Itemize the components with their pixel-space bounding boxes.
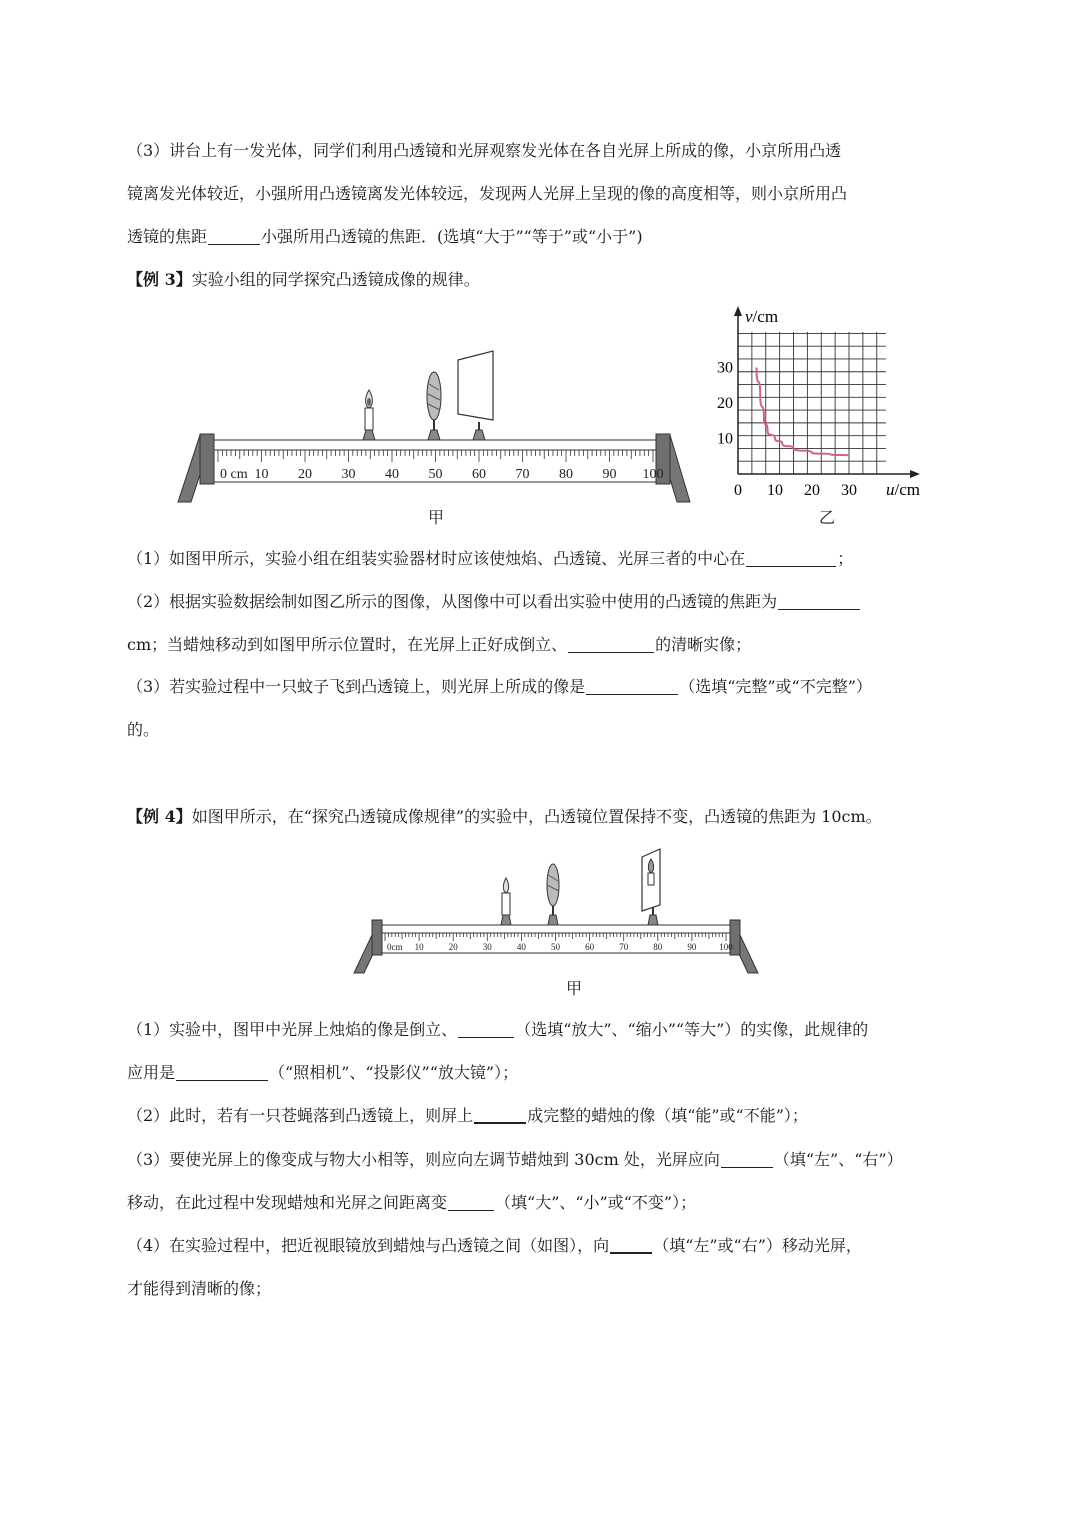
ex3-q2-text-b: cm；当蜡烛移动到如图甲所示位置时，在光屏上正好成倒立、	[127, 635, 568, 654]
chart-y-axis-label: v/cm	[745, 307, 779, 326]
q2-3-line2: 镜离发光体较近，小强所用凸透镜离发光体较远，发现两人光屏上呈现的像的高度相等，则小京所用凸	[127, 184, 848, 203]
q2-3-text-b: 小强所用凸透镜的焦距．(选填“大于”“等于”或“小于”)	[261, 227, 643, 246]
ex4-q1-text-b: （选填“放大”、“缩小”“等大”）的实像，此规律的	[515, 1020, 869, 1039]
bench-tick-label: 100	[642, 467, 664, 482]
ex3-q3-line2: 的。	[127, 720, 160, 739]
ex3-q3-text-b: （选填“完整”或“不完整”）	[679, 677, 872, 696]
answer-blank[interactable]	[568, 634, 654, 653]
bench-tick-label: 90	[602, 467, 617, 482]
ex3-q1	[127, 545, 987, 573]
x-tick-label: 10	[767, 482, 783, 499]
bench-tick-label: 50	[551, 942, 560, 952]
bench-tick-label: 40	[385, 467, 399, 482]
light-screen	[458, 351, 493, 440]
y-tick-label: 10	[717, 430, 733, 448]
bench-tick-label: 80	[653, 942, 663, 952]
candle	[363, 390, 375, 440]
q2-3-line3	[127, 223, 987, 251]
example-4-heading	[127, 803, 987, 831]
ex4-q2	[127, 1102, 987, 1130]
x-tick-label: 30	[841, 482, 857, 499]
ex3-q2-line2	[127, 631, 987, 659]
ex3-vu-chart	[700, 300, 940, 505]
ex4-q1-line2	[127, 1059, 987, 1087]
bench-tick-label: 0 cm	[220, 467, 248, 482]
ex4-q4-line1	[127, 1232, 987, 1260]
example-4-label: 【例 4】	[127, 807, 192, 826]
bench-tick-label: 60	[585, 942, 595, 952]
ex4-optical-bench-figure	[352, 845, 772, 980]
ex3-q2-line1	[127, 588, 987, 616]
ex3-q1-text-b: ；	[837, 549, 854, 568]
ex4-q3-text-d: （填“大”、“小”或“不变”）；	[495, 1193, 697, 1212]
q2-3-text-a: 透镜的焦距	[127, 227, 208, 246]
answer-blank[interactable]	[778, 591, 860, 610]
bench-tick-label: 20	[298, 467, 312, 482]
ex4-q3-text-b: （填“左”、“右”）	[773, 1150, 903, 1169]
chart-x-axis-label: u/cm	[886, 480, 920, 499]
bench-tick-label: 40	[516, 942, 526, 952]
bench-tick-label: 30	[341, 467, 356, 482]
x-tick-label: 0	[734, 482, 742, 499]
ex4-q3-text-c: 移动，在此过程中发现蜡烛和光屏之间距离变	[127, 1193, 448, 1212]
ex3-q3-line1	[127, 673, 987, 701]
ex4-q1-text-a: （1）实验中，图甲中光屏上烛焰的像是倒立、	[127, 1020, 458, 1039]
q2-3-line1: （3）讲台上有一发光体，同学们利用凸透镜和光屏观察发光体在各自光屏上所成的像，小京所用凸透	[127, 141, 842, 160]
ex4-fig-caption: 甲	[566, 979, 583, 998]
ex4-q4-text-b: （填“左”或“右”）移动光屏，	[653, 1236, 862, 1255]
ex4-q3-line1	[127, 1146, 987, 1174]
ex3-optical-bench-figure	[175, 340, 695, 510]
bench-tick-label: 10	[254, 467, 269, 482]
y-axis-arrow	[734, 306, 742, 316]
bench-tick-label: 50	[428, 467, 443, 482]
chart-axes	[734, 306, 920, 478]
bench-tick-label: 0cm	[387, 942, 403, 952]
ex3-q1-text-a: （1）如图甲所示，实验小组在组装实验器材时应该使烛焰、凸透镜、光屏三者的中心在	[127, 549, 746, 568]
ex4-q4-line2: 才能得到清晰的像；	[127, 1279, 272, 1298]
ex4-q2-text-a: （2）此时，若有一只苍蝇落到凸透镜上，则屏上	[127, 1106, 474, 1125]
convex-lens	[547, 864, 559, 925]
bench-tick-label: 70	[515, 467, 530, 482]
candle	[501, 878, 511, 925]
ex4-q4-text-a: （4）在实验过程中，把近视眼镜放到蜡烛与凸透镜之间（如图），向	[127, 1236, 610, 1255]
ex3-fig-right-caption: 乙	[819, 508, 836, 527]
ex4-q1-line1	[127, 1016, 987, 1044]
bench-tick-label: 10	[414, 942, 424, 952]
bench-tick-label: 20	[448, 942, 458, 952]
bench-tick-label: 80	[559, 467, 573, 482]
answer-blank[interactable]	[746, 548, 836, 567]
ex4-q1-text-c: 应用是	[127, 1063, 176, 1082]
x-tick-label: 20	[804, 482, 820, 499]
ex4-q2-text-b: 成完整的蜡烛的像（填“能”或“不能”）；	[527, 1106, 808, 1125]
answer-blank[interactable]	[208, 226, 260, 245]
example-3-label: 【例 3】	[127, 270, 192, 289]
bench-tick-label: 90	[687, 942, 697, 952]
bench-tick-label: 30	[482, 942, 492, 952]
bench-tick-label: 60	[472, 467, 486, 482]
y-tick-label: 30	[717, 359, 733, 377]
ex3-fig-left-caption: 甲	[428, 508, 445, 527]
ex4-q1-text-d: （“照相机”、“投影仪”“放大镜”）；	[269, 1063, 519, 1082]
bench-tick-label: 70	[619, 942, 629, 952]
ex4-q3-text-a: （3）要使光屏上的像变成与物大小相等，则应向左调节蜡烛到 30cm 处，光屏应向	[127, 1150, 720, 1169]
y-tick-label: 20	[717, 395, 733, 412]
answer-blank[interactable]	[458, 1019, 514, 1038]
convex-lens	[427, 372, 441, 440]
answer-blank[interactable]	[721, 1149, 773, 1168]
example-4-intro: 如图甲所示，在“探究凸透镜成像规律”的实验中，凸透镜位置保持不变，凸透镜的焦距为 10cm。	[191, 807, 882, 826]
ex3-q2-text-a: （2）根据实验数据绘制如图乙所示的图像，从图像中可以看出实验中使用的凸透镜的焦距为	[127, 592, 778, 611]
example-3-intro: 实验小组的同学探究凸透镜成像的规律。	[191, 270, 480, 289]
answer-blank[interactable]	[474, 1104, 526, 1124]
x-axis-arrow	[910, 470, 920, 478]
answer-blank[interactable]	[586, 676, 678, 695]
answer-blank[interactable]	[176, 1062, 268, 1081]
answer-blank[interactable]	[448, 1192, 494, 1211]
bench-tick-label: 100	[719, 942, 733, 952]
light-screen	[642, 849, 660, 925]
ex4-q3-line2	[127, 1189, 987, 1217]
ex3-q2-text-c: 的清晰实像；	[655, 635, 752, 654]
ex3-q3-text-a: （3）若实验过程中一只蚊子飞到凸透镜上，则光屏上所成的像是	[127, 677, 586, 696]
example-3-heading	[127, 266, 987, 294]
answer-blank[interactable]	[610, 1234, 652, 1254]
